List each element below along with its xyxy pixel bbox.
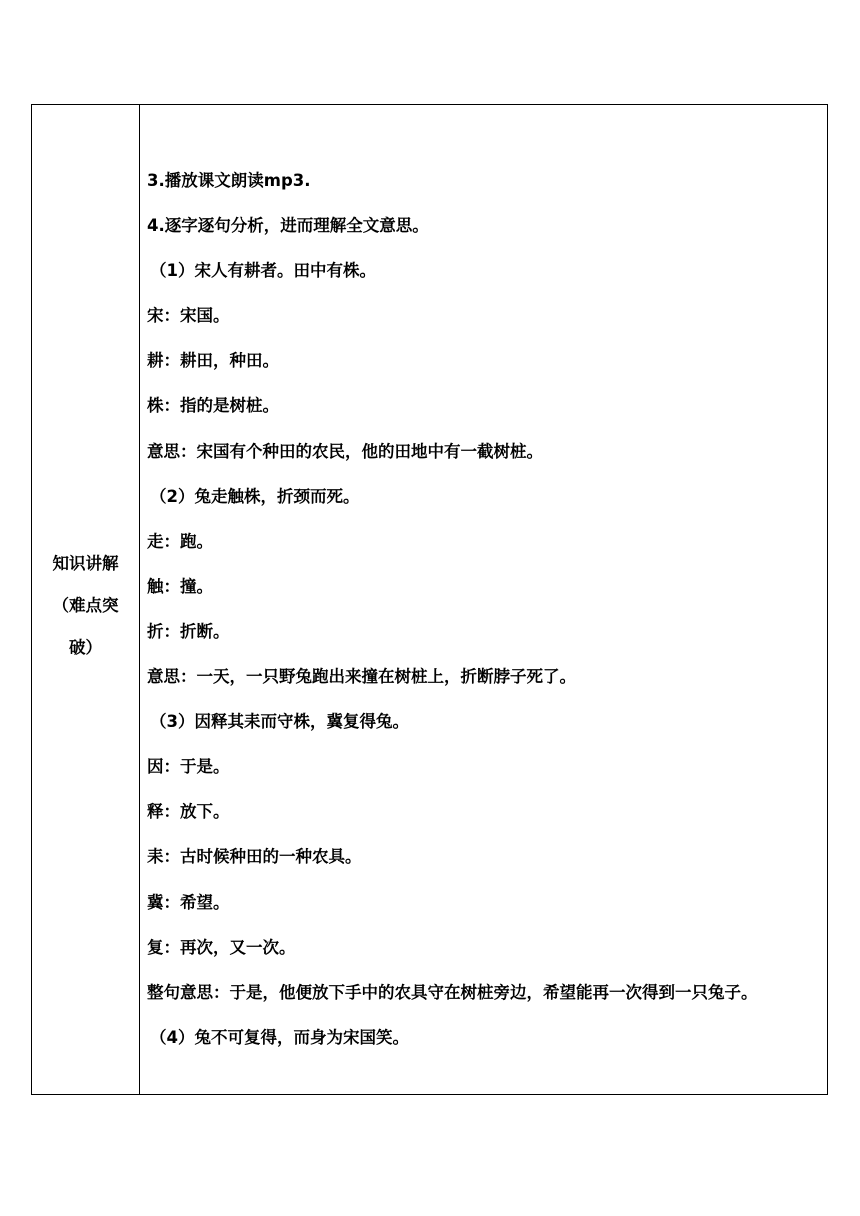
content-text — [140, 105, 827, 1060]
gloss-song: 宋：宋国。 — [147, 306, 230, 326]
gloss-geng: 耕：耕田，种田。 — [147, 351, 279, 371]
sentence-4-heading: （4）兔不可复得，而身为宋国笑。 — [150, 1027, 409, 1047]
section-label — [32, 543, 139, 669]
sentence-2-heading: （2）兔走触株，折颈而死。 — [150, 486, 360, 506]
section-label-line-1: 知识讲解 — [52, 553, 119, 573]
gloss-ji: 冀：希望。 — [147, 892, 230, 912]
meaning-2: 意思：一天，一只野兔跑出来撞在树桩上，折断脖子死了。 — [147, 667, 576, 687]
gloss-fu: 复：再次，又一次。 — [147, 937, 296, 957]
table-row — [32, 105, 828, 1095]
section-label-line-3: 破） — [69, 637, 102, 657]
step-4-line: 4.逐字逐句分析，进而理解全文意思。 — [147, 216, 429, 236]
gloss-yin: 因：于是。 — [147, 757, 230, 777]
section-label-cell — [32, 105, 140, 1095]
sentence-3-heading: （3）因释其耒而守株，冀复得兔。 — [150, 712, 409, 732]
gloss-zou: 走：跑。 — [147, 531, 213, 551]
gloss-lei: 耒：古时候种田的一种农具。 — [147, 847, 362, 867]
gloss-chu: 触：撞。 — [147, 576, 213, 596]
gloss-shi: 释：放下。 — [147, 802, 230, 822]
section-label-line-2: （难点突 — [52, 595, 119, 615]
sentence-1-heading: （1）宋人有耕者。田中有株。 — [150, 261, 376, 281]
gloss-zhu: 株：指的是树桩。 — [147, 396, 279, 416]
content-cell — [140, 105, 828, 1095]
lesson-table — [31, 104, 828, 1095]
meaning-3: 整句意思：于是，他便放下手中的农具守在树桩旁边，希望能再一次得到一只兔子。 — [147, 982, 758, 1002]
meaning-1: 意思：宋国有个种田的农民，他的田地中有一截树桩。 — [147, 441, 543, 461]
step-3-line: 3.播放课文朗读mp3. — [147, 171, 311, 190]
gloss-zhe: 折：折断。 — [147, 621, 230, 641]
